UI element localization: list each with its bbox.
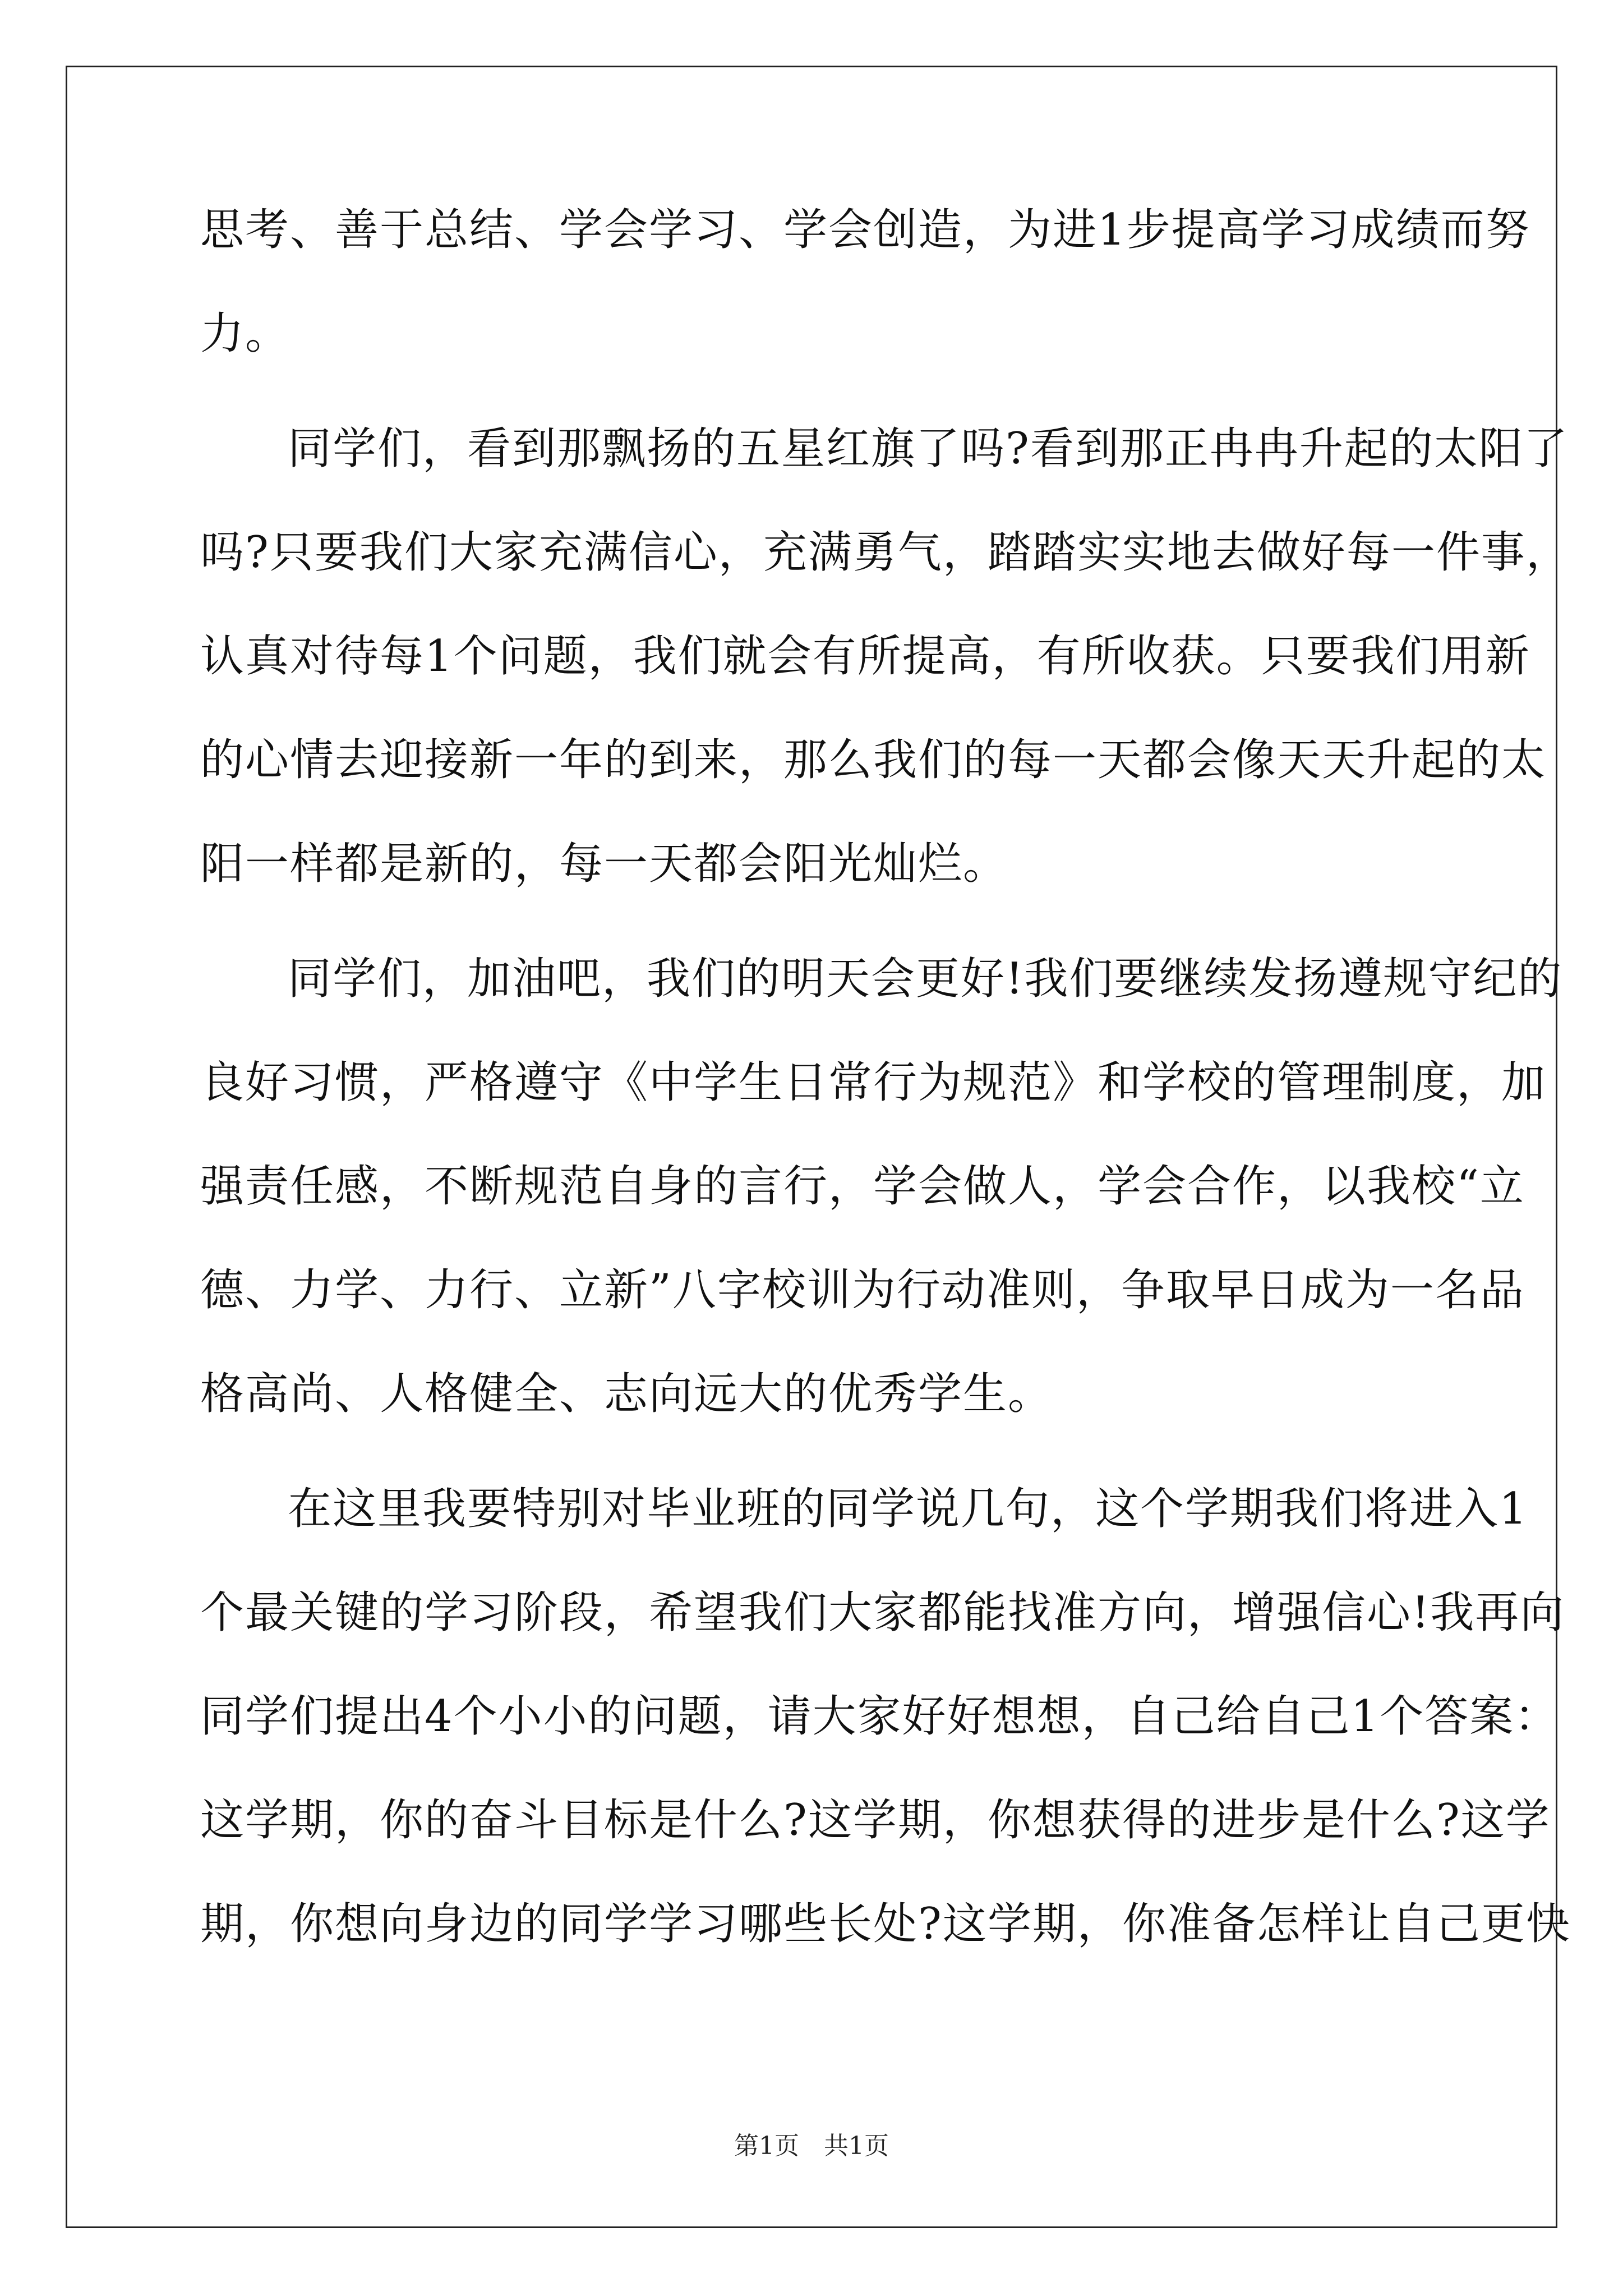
text-line: 良好习惯，严格遵守《中学生日常行为规范》和学校的管理制度，加	[200, 1057, 1547, 1108]
text-line: 同学们提出4个小小的问题，请大家好好想想，自己给自己1个答案：	[200, 1691, 1560, 1742]
text-line: 德、力学、力行、立新”八字校训为行动准则，争取早日成为一名品	[200, 1265, 1525, 1315]
paragraph-start-line: 在这里我要特别对毕业班的同学说几句，这个学期我们将进入1	[288, 1484, 1528, 1534]
text-line: 格高尚、人格健全、志向远大的优秀学生。	[200, 1369, 1053, 1419]
text-line: 阳一样都是新的，每一天都会阳光灿烂。	[200, 839, 1008, 889]
text-line: 力。	[200, 309, 291, 359]
text-line: 强责任感，不断规范自身的言行，学会做人，学会合作，以我校“立	[200, 1161, 1525, 1212]
page-number-footer: 第1页 共1页	[734, 2132, 889, 2160]
paragraph-start-line: 同学们，加油吧，我们的明天会更好!我们要继续发扬遵规守纪的	[288, 954, 1563, 1004]
text-line: 个最关键的学习阶段，希望我们大家都能找准方向，增强信心!我再向	[200, 1588, 1565, 1638]
text-line: 的心情去迎接新一年的到来，那么我们的每一天都会像天天升起的太	[200, 735, 1547, 785]
text-line: 认真对待每1个问题，我们就会有所提高，有所收获。只要我们用新	[200, 631, 1530, 682]
text-line: 这学期，你的奋斗目标是什么?这学期，你想获得的进步是什么?这学	[200, 1795, 1551, 1846]
text-line: 吗?只要我们大家充满信心，充满勇气，踏踏实实地去做好每一件事，	[200, 527, 1571, 578]
paragraph-start-line: 同学们，看到那飘扬的五星红旗了吗?看到那正冉冉升起的太阳了	[288, 424, 1569, 474]
text-line: 期，你想向身边的同学学习哪些长处?这学期，你准备怎样让自己更快	[200, 1899, 1571, 1949]
text-line: 思考、善于总结、学会学习、学会创造，为进1步提高学习成绩而努	[200, 205, 1530, 255]
